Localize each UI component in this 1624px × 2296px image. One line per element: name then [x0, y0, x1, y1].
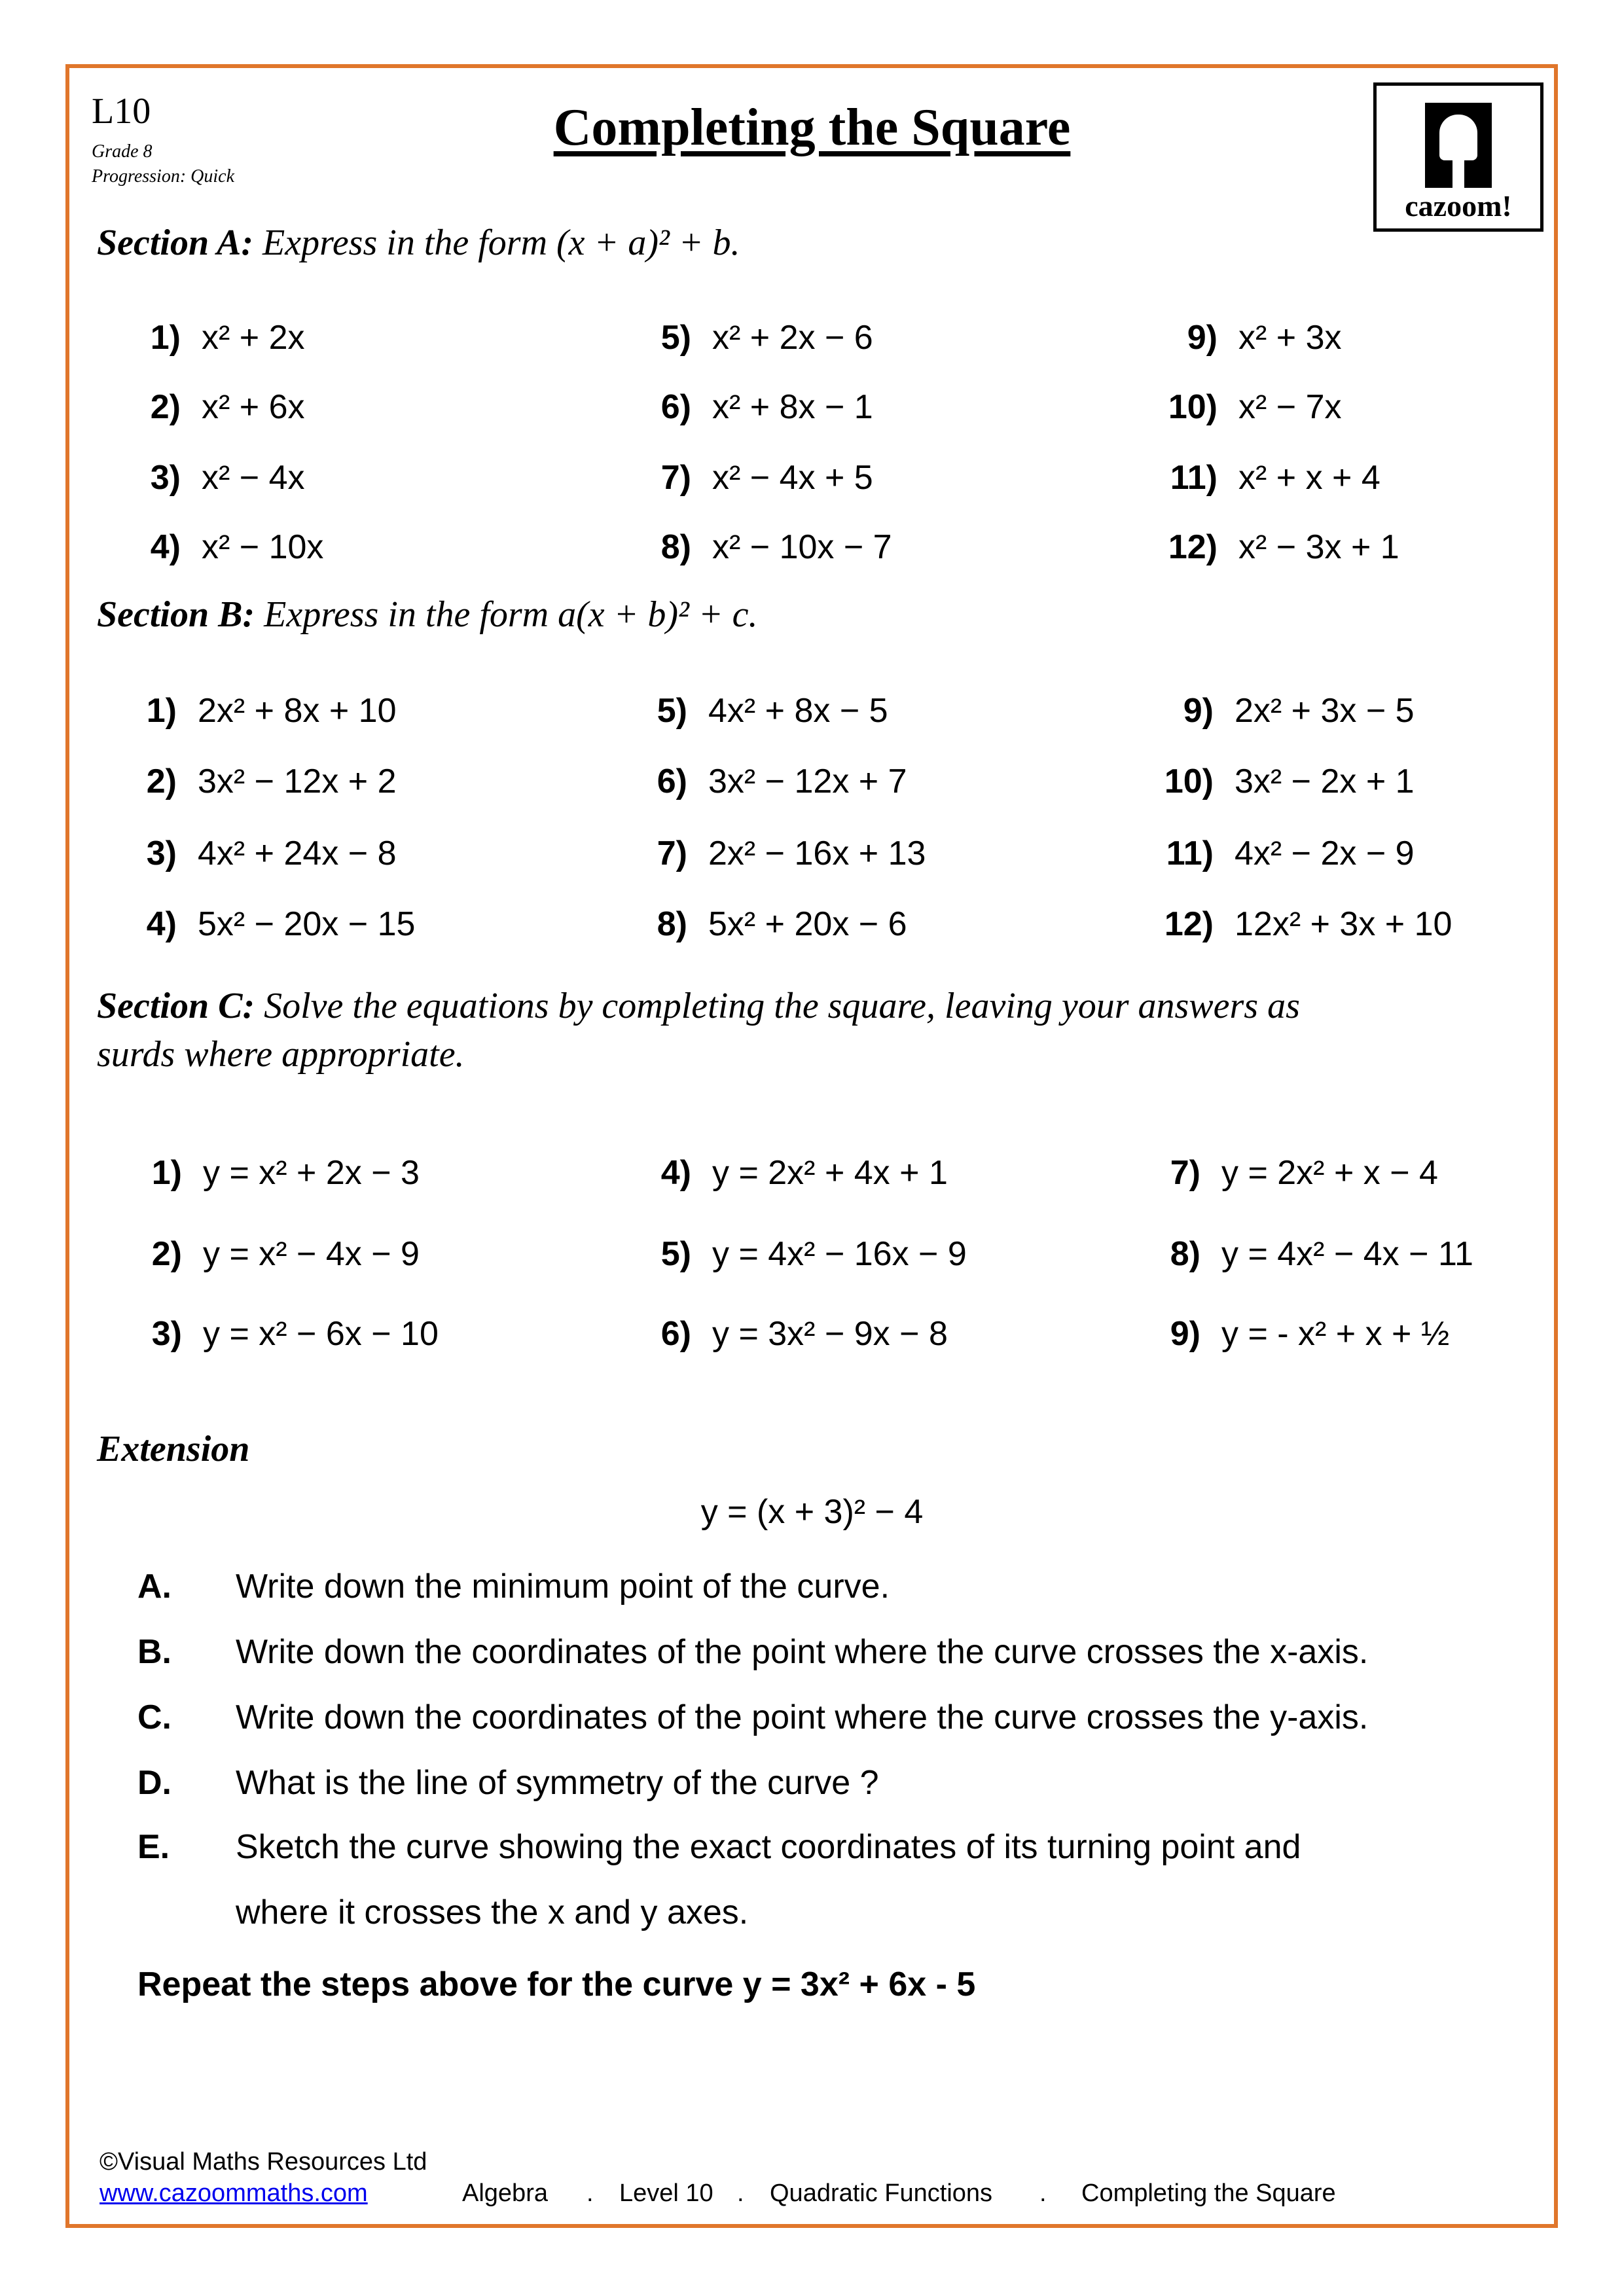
question-number: 1): [150, 319, 181, 357]
progression-label: Progression: Quick: [92, 166, 234, 187]
cazoom-logo: [1373, 82, 1543, 232]
section-a-question: [1170, 458, 1380, 497]
section-a-heading: [97, 219, 740, 267]
section-b-question: [1164, 762, 1415, 801]
breadcrumb-item: Algebra: [462, 2179, 548, 2207]
question-expression: y = 4x² − 16x − 9: [712, 1235, 967, 1273]
section-c-instruction-line1: Solve the equations by completing the square, leaving your answers as: [255, 986, 1300, 1026]
breadcrumb-item: Quadratic Functions: [770, 2179, 993, 2207]
question-expression: 2x² − 16x + 13: [708, 834, 926, 872]
question-number: 5): [660, 1235, 691, 1273]
question-expression: x² − 10x − 7: [712, 528, 892, 566]
extension-letter: B.: [137, 1633, 171, 1671]
question-expression: x² − 4x: [202, 459, 305, 497]
question-number: 9): [1170, 1315, 1200, 1353]
drum-logo-icon: [1413, 103, 1504, 188]
section-c-instruction-line2: surds where appropriate.: [97, 1034, 465, 1075]
question-number: 11): [1166, 834, 1214, 872]
section-c-question: [1170, 1234, 1473, 1274]
question-number: 6): [660, 1315, 691, 1353]
question-number: 9): [1183, 692, 1214, 730]
question-number: 5): [660, 319, 691, 357]
section-a-label: Section A:: [97, 223, 254, 263]
question-number: 6): [657, 762, 687, 800]
section-a-question: [150, 528, 324, 567]
question-expression: y = 2x² + 4x + 1: [712, 1154, 948, 1192]
extension-question: [137, 1698, 1368, 1737]
section-a-question: [660, 528, 892, 567]
question-number: 10): [1168, 388, 1218, 426]
question-expression: y = x² − 4x − 9: [203, 1235, 420, 1273]
question-number: 7): [1170, 1154, 1200, 1192]
logo-text: cazoom!: [1405, 189, 1512, 223]
question-number: 4): [660, 1154, 691, 1192]
section-c-label: Section C:: [97, 986, 255, 1026]
repeat-instruction: Repeat the steps above for the curve y = 3x² + 6x - 5: [137, 1965, 976, 2003]
question-expression: 4x² + 8x − 5: [708, 692, 888, 730]
worksheet-code: L10: [92, 91, 151, 132]
extension-letter: D.: [137, 1764, 171, 1802]
section-b-question: [146, 762, 397, 801]
question-number: 4): [146, 905, 177, 943]
question-number: 12): [1164, 905, 1214, 943]
question-expression: x² − 4x + 5: [712, 459, 873, 497]
section-b-instruction: Express in the form a(x + b)² + c.: [255, 594, 758, 635]
section-c-question: [151, 1234, 420, 1274]
section-b-heading: [97, 590, 757, 639]
question-expression: y = x² − 6x − 10: [203, 1315, 439, 1353]
section-c-question: [660, 1314, 948, 1354]
extension-text: Write down the coordinates of the point where the curve crosses the x-axis.: [236, 1633, 1369, 1671]
extension-title: Extension: [97, 1429, 250, 1469]
question-expression: y = 3x² − 9x − 8: [712, 1315, 948, 1353]
breadcrumb-separator: .: [586, 2179, 594, 2207]
extension-text: Write down the minimum point of the curve.: [236, 1568, 890, 1605]
section-c-question: [1170, 1153, 1438, 1193]
breadcrumb-item: Level 10: [619, 2179, 713, 2207]
question-expression: 5x² − 20x − 15: [198, 905, 416, 943]
question-expression: x² + 2x − 6: [712, 319, 873, 357]
section-b-question: [146, 905, 416, 944]
question-expression: x² + 3x: [1238, 319, 1342, 357]
extension-question: [137, 1567, 890, 1606]
extension-text: Sketch the curve showing the exact coordinates of its turning point and: [236, 1828, 1301, 1866]
section-b-question: [657, 905, 907, 944]
question-number: 8): [660, 528, 691, 566]
question-number: 2): [146, 762, 177, 800]
extension-equation: y = (x + 3)² − 4: [700, 1493, 924, 1531]
section-a-question: [660, 458, 873, 497]
question-expression: 2x² + 8x + 10: [198, 692, 397, 730]
breadcrumb-item: Completing the Square: [1081, 2179, 1336, 2207]
section-a-question: [660, 387, 873, 427]
section-b-question: [1166, 834, 1415, 873]
question-number: 4): [150, 528, 181, 566]
question-number: 6): [660, 388, 691, 426]
question-number: 1): [146, 692, 177, 730]
section-a-question: [150, 458, 305, 497]
question-expression: 4x² − 2x − 9: [1235, 834, 1415, 872]
question-expression: y = - x² + x + ½: [1221, 1315, 1450, 1353]
question-number: 8): [1170, 1235, 1200, 1273]
question-expression: x² + 6x: [202, 388, 305, 426]
section-b-question: [146, 834, 397, 873]
section-b-label: Section B:: [97, 594, 255, 635]
extension-question: [137, 1763, 879, 1803]
question-expression: x² + 2x: [202, 319, 305, 357]
question-expression: y = 2x² + x − 4: [1221, 1154, 1438, 1192]
section-b-question: [657, 762, 907, 801]
section-b-question: [1183, 691, 1415, 730]
question-number: 7): [660, 459, 691, 497]
question-number: 11): [1170, 459, 1218, 497]
question-expression: 3x² − 12x + 7: [708, 762, 907, 800]
extension-question: [137, 1827, 1301, 1867]
section-b-question: [146, 691, 397, 730]
section-c-question: [1170, 1314, 1450, 1354]
section-b-question: [657, 691, 888, 730]
question-expression: y = x² + 2x − 3: [203, 1154, 420, 1192]
question-number: 3): [146, 834, 177, 872]
question-expression: x² − 7x: [1238, 388, 1342, 426]
extension-letter: C.: [137, 1698, 171, 1736]
extension-text: What is the line of symmetry of the curve ?: [236, 1764, 879, 1802]
section-c-question: [660, 1153, 948, 1193]
question-number: 3): [151, 1315, 182, 1353]
section-c-question: [151, 1153, 420, 1193]
footer-website-link[interactable]: www.cazoommaths.com: [99, 2179, 368, 2207]
extension-question: [137, 1632, 1368, 1672]
question-number: 2): [150, 388, 181, 426]
breadcrumb-separator: .: [737, 2179, 744, 2207]
question-number: 10): [1164, 762, 1214, 800]
question-number: 2): [151, 1235, 182, 1273]
question-number: 12): [1168, 528, 1218, 566]
extension-letter: A.: [137, 1568, 171, 1605]
breadcrumb-separator: .: [1039, 2179, 1047, 2207]
question-expression: x² − 3x + 1: [1238, 528, 1399, 566]
extension-e-continuation: where it crosses the x and y axes.: [236, 1893, 749, 1931]
question-number: 8): [657, 905, 687, 943]
section-c-question: [660, 1234, 967, 1274]
section-b-question: [657, 834, 926, 873]
question-number: 1): [151, 1154, 182, 1192]
section-a-instruction: Express in the form (x + a)² + b.: [253, 223, 740, 263]
question-expression: x² − 10x: [202, 528, 324, 566]
page-title: Completing the Square: [553, 99, 1071, 156]
question-number: 3): [150, 459, 181, 497]
section-a-question: [150, 318, 305, 357]
section-a-question: [1187, 318, 1342, 357]
question-expression: y = 4x² − 4x − 11: [1221, 1235, 1473, 1273]
footer-copyright: ©Visual Maths Resources Ltd: [99, 2148, 427, 2176]
question-expression: 3x² − 2x + 1: [1235, 762, 1415, 800]
section-c-question: [151, 1314, 439, 1354]
question-expression: x² + x + 4: [1238, 459, 1380, 497]
section-a-question: [660, 318, 873, 357]
question-expression: 5x² + 20x − 6: [708, 905, 907, 943]
section-a-question: [1168, 387, 1342, 427]
section-a-question: [1168, 528, 1399, 567]
grade-label: Grade 8: [92, 141, 153, 162]
extension-text: Write down the coordinates of the point where the curve crosses the y-axis.: [236, 1698, 1369, 1736]
question-expression: x² + 8x − 1: [712, 388, 873, 426]
question-expression: 4x² + 24x − 8: [198, 834, 397, 872]
question-number: 5): [657, 692, 687, 730]
section-b-question: [1164, 905, 1453, 944]
section-a-question: [150, 387, 305, 427]
question-expression: 3x² − 12x + 2: [198, 762, 397, 800]
question-number: 7): [657, 834, 687, 872]
question-number: 9): [1187, 319, 1218, 357]
question-expression: 2x² + 3x − 5: [1235, 692, 1415, 730]
question-expression: 12x² + 3x + 10: [1235, 905, 1453, 943]
section-c-heading: [97, 982, 1300, 1079]
extension-letter: E.: [137, 1828, 170, 1866]
